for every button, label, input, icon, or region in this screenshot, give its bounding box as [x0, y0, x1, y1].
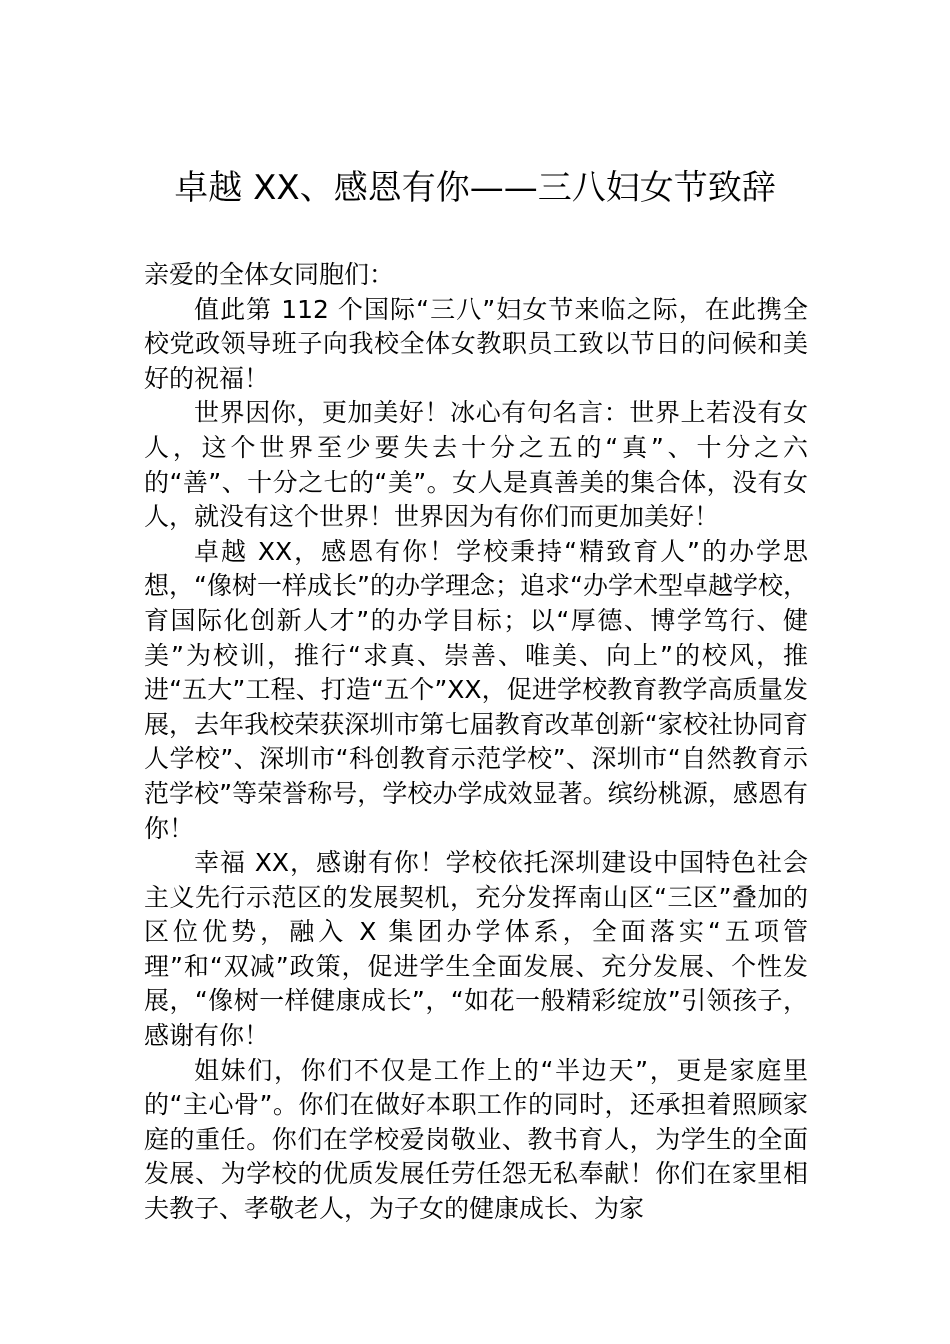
salutation: 亲爱的全体女同胞们： [144, 260, 395, 289]
paragraph-happiness: 幸福 XX，感谢有你！学校依托深圳建设中国特色社会主义先行示范区的发展契机，充分发挥南山区“三区”叠加的区位优势，融入 X 集团办学体系，全面落实“五项管理”和“双减”政策，促进学生全面发展、充分发展、个性发展，“像树一样健康成长”，“如花一般精彩绽放”引领孩子，感谢有你！ [144, 848, 808, 1051]
paragraph-sisters: 姐妹们，你们不仅是工作上的“半边天”，更是家庭里的“主心骨”。你们在做好本职工作的同时，还承担着照顾家庭的重任。你们在学校爱岗敬业、教书育人，为学生的全面发展、为学校的优质发展任劳任怨无私奉献！你们在家里相夫教子、孝敬老人，为子女的健康成长、为家 [144, 1055, 808, 1224]
document-body [144, 258, 808, 1227]
document-title: 卓越 XX、感恩有你——三八妇女节致辞 [174, 168, 776, 208]
paragraph-greeting: 值此第 112 个国际“三八”妇女节来临之际，在此携全校党政领导班子向我校全体女教职员工致以节日的问候和美好的祝福！ [144, 294, 808, 393]
paragraph-excellence: 卓越 XX，感恩有你！学校秉持“精致育人”的办学思想，“像树一样成长”的办学理念；追求“办学术型卓越学校，育国际化创新人才”的办学目标；以“厚德、博学笃行、健美”为校训，推行“求真、崇善、唯美、向上”的校风，推进“五大”工程、打造“五个”XX，促进学校教育教学高质量发展，去年我校荣获深圳市第七届教育改革创新“家校社协同育人学校”、深圳市“科创教育示范学校”、深圳市“自然教育示范学校”等荣誉称号，学校办学成效显著。缤纷桃源，感恩有你！ [144, 536, 808, 843]
paragraph-world: 世界因你，更加美好！冰心有句名言：世界上若没有女人，这个世界至少要失去十分之五的“真”、十分之六的“善”、十分之七的“美”。女人是真善美的集合体，没有女人，就没有这个世界！世界因为有你们而更加美好！ [144, 398, 808, 532]
